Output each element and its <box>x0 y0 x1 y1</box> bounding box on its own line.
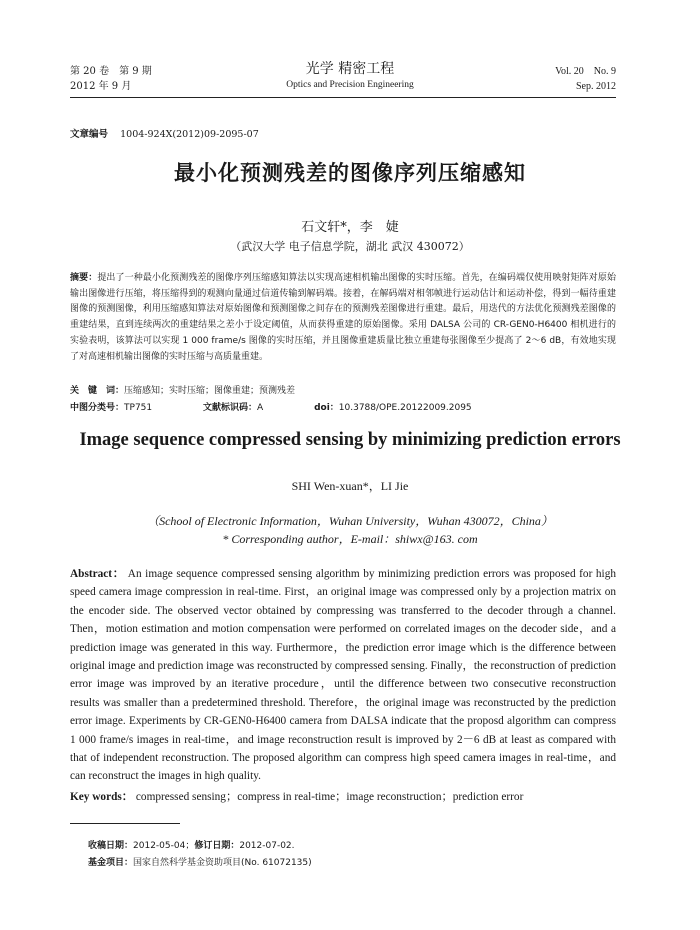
received-label: 收稿日期： <box>88 841 134 851</box>
keywords-en <box>70 788 616 806</box>
clc-number <box>70 403 176 413</box>
header-rule <box>70 97 616 98</box>
keywords-en-label: Key words： <box>70 791 134 803</box>
abstract-zh <box>70 271 616 365</box>
corresponding-author-en: * Corresponding author，E-mail：shiwx@163. com <box>222 532 478 546</box>
keywords-zh-label: 关 键 词： <box>70 386 125 396</box>
journal-name-zh: 光学 精密工程 <box>305 61 395 77</box>
footnote-rule <box>70 823 180 824</box>
doi-value: 10.3788/OPE.20122009.2095 <box>338 403 472 413</box>
clc-label: 中图分类号： <box>70 403 125 413</box>
abstract-en <box>70 565 616 786</box>
article-number <box>70 126 259 140</box>
article-number-value: 1004-924X(2012)09-2095-07 <box>120 129 259 140</box>
affiliation-en: （School of Electronic Information，Wuhan University，Wuhan 430072，China） <box>147 514 553 528</box>
doc-code-label: 文献标识码： <box>203 403 258 413</box>
keywords-zh-text: 压缩感知；实时压缩；图像重建；预测残差 <box>124 386 296 396</box>
doi <box>314 403 496 413</box>
fund-value: 国家自然科学基金资助项目(No. 61072135) <box>133 858 312 868</box>
abstract-en-text: An image sequence compressed sensing algorithm by minimizing prediction errors was proposed for high speed camera image compression in real-time. First，an original image was compressed only by a projection matrix on the encoder side. The observed vector obtained by compressing was transferred to the decoder through a channel. Then，motion estimation and motion compensation were performed on correlated images on the decoder side，and a prediction image was generated in this way. Furthermore，the prediction error image which is the difference between original image and prediction image was reconstructed by compressed sensing. Finally，the reconstruction of prediction error image was improved by an iterative procedure，until the difference between two consecutive reconstruction results was smaller than a predetermined threshold. Therefore，the original image was reconstructed by the prediction error image. Experiments by CR-GEN0-H6400 camera from DALSA indicate that the proposd algorithm can compress 1 000 frame/s images in real-time，and image reconstruction result is improved by 2－6 dB at least as compared with that of independent reconstruction. The proposed algorithm can compress high speed camera images in real-time，and can reconstruct the images in high quality. <box>70 568 616 783</box>
clc-value: TP751 <box>124 403 153 413</box>
received-value: 2012-05-04； <box>133 841 195 851</box>
header-volume-issue-zh-block <box>70 64 152 94</box>
header-volume-issue-en: Vol. 20 No. 9 <box>555 66 616 77</box>
journal-name-block <box>250 60 450 92</box>
header-date-zh: 2012 年 9 月 <box>70 81 132 92</box>
keywords-en-text: compressed sensing；compress in real-time；image reconstruction；prediction error <box>135 791 524 803</box>
abstract-zh-label: 摘要： <box>70 273 98 283</box>
authors-zh: 石文轩*，李 婕 <box>301 220 399 235</box>
affiliation-en-block <box>70 512 630 548</box>
header-volume-issue-en-block <box>555 64 616 94</box>
revised-label: 修订日期： <box>194 841 240 851</box>
header-date-en: Sep. 2012 <box>576 81 616 92</box>
abstract-en-label: Abstract： <box>70 568 125 580</box>
authors-en: SHI Wen-xuan*，LI Jie <box>291 479 409 493</box>
footnote <box>88 838 312 872</box>
affiliation-zh: （武汉大学 电子信息学院，湖北 武汉 430072） <box>230 240 470 253</box>
footnote-fund <box>88 855 312 872</box>
article-number-label: 文章编号 <box>70 129 109 140</box>
footnote-dates <box>88 838 312 855</box>
doi-label: doi： <box>314 403 339 413</box>
fund-label: 基金项目： <box>88 858 134 868</box>
classification-zh <box>70 401 616 416</box>
keywords-zh <box>70 384 616 399</box>
header-volume-issue-zh: 第 20 卷 第 9 期 <box>70 66 152 77</box>
journal-name-en: Optics and Precision Engineering <box>286 80 414 90</box>
document-code <box>203 403 287 413</box>
revised-value: 2012-07-02. <box>239 841 295 851</box>
abstract-zh-text: 提出了一种最小化预测残差的图像序列压缩感知算法以实现高速相机输出图像的实时压缩。首先，在编码端仅使用映射矩阵对原始输出图像进行压缩，将压缩得到的观测向量通过信道传输到解码端。接着，在解码端对相邻帧进行运动估计和运动补偿，得到一幅待重建图像的预测图像，利用压缩感知算法对原始图像和预测图像之间存在的预测残差图像进行重建。最后，用迭代的方法优化预测残差图像的重建结果，直到连续两次的重建结果之差小于设定阈值，从而获得重建的原始图像。采用 DALSA 公司的 CR-GEN0-H6400 相机进行的实验表明，该算法可以实现 1 000 frame/s 图像的实时压缩，并且图像重建质量比独立重建每张图像至少提高了 2～6 dB，有效地实现了对高速相机输出图像的实时压缩与高质量重建。 <box>70 273 616 362</box>
title-zh: 最小化预测残差的图像序列压缩感知 <box>174 161 526 185</box>
doc-code-value: A <box>257 403 264 413</box>
title-en: Image sequence compressed sensing by minimizing prediction errors <box>79 430 621 450</box>
